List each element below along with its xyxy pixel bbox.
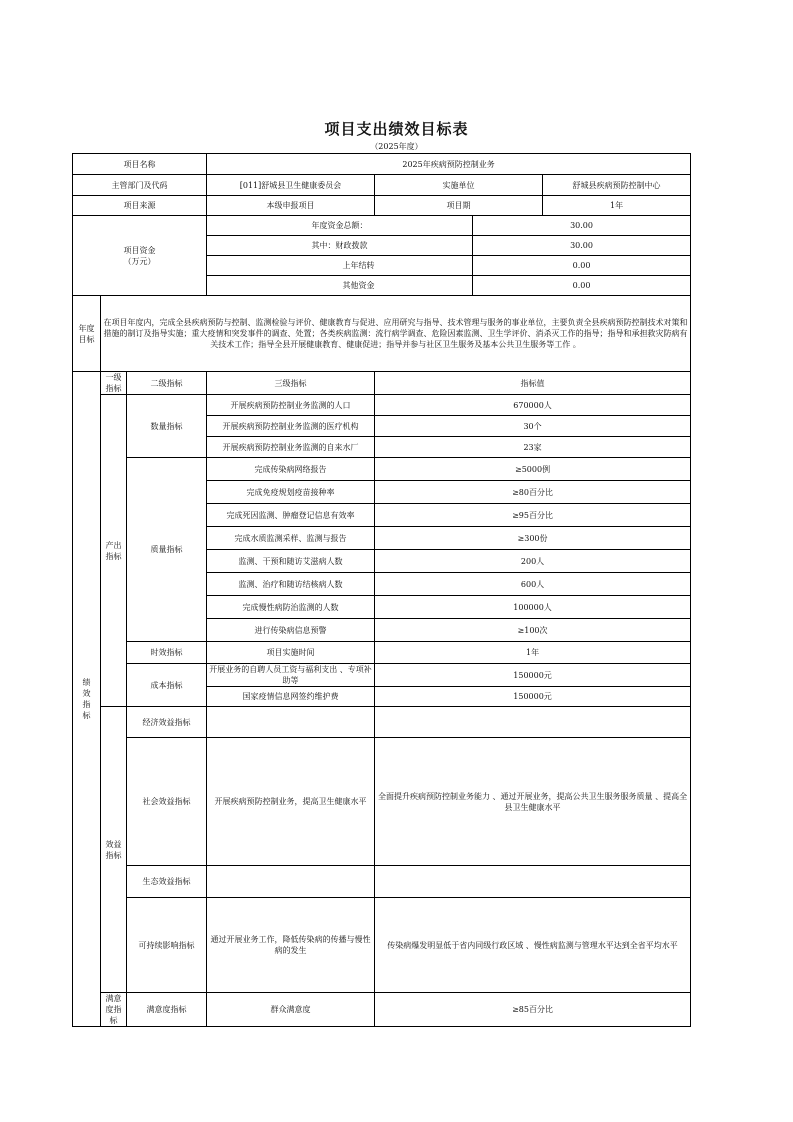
- indicator-name: 监测、干预和随访艾滋病人数: [207, 550, 375, 573]
- output-label: 产出 指标: [101, 395, 127, 707]
- indicator-value: [375, 866, 691, 898]
- indicator-value: 150000元: [375, 664, 691, 687]
- indicator-name: 监测、治疗和随访结核病人数: [207, 573, 375, 596]
- indicator-name: 开展疾病预防控制业务监测的医疗机构: [207, 416, 375, 437]
- indicator-value: 1年: [375, 642, 691, 664]
- funds-other-value: 0.00: [473, 276, 691, 296]
- indicator-value: ≥300份: [375, 527, 691, 550]
- indicator-name: 群众满意度: [207, 993, 375, 1027]
- performance-target-table: [72, 153, 691, 1027]
- table-row: [73, 866, 691, 898]
- satisfaction-label: 满意度指标: [127, 993, 207, 1027]
- header-l2: 二级指标: [127, 372, 207, 395]
- source-value: 本级申报项目: [207, 196, 375, 216]
- quality-label: 质量指标: [127, 458, 207, 642]
- indicator-value: 600人: [375, 573, 691, 596]
- annual-goal-text: 在项目年度内，完成全县疾病预防与控制、监测检验与评价、健康教育与促进、应用研究与指导、技术管理与服务的事业单位，主要负责全县疾病预防控制技术对策和措施的制订及指导实施；重大疫情和突发事件的调查、处置；各类疾病监测：流行病学调查、危险因素监测、卫生学评价、消杀灭工作的指导；指导和承担救灾防病有关技术工作；指导全县开展健康教育、健康促进；指导并参与社区卫生服务及基本公共卫生服务等工作 。: [101, 296, 691, 372]
- indicator-name: [207, 866, 375, 898]
- header-l1: 一级 指标: [101, 372, 127, 395]
- indicator-value: ≥100次: [375, 619, 691, 642]
- indicator-value: [375, 707, 691, 738]
- indicator-name: 通过开展业务工作，降低传染病的传播与慢性病的发生: [207, 898, 375, 993]
- funds-fiscal-label: 其中：财政拨款: [207, 236, 473, 256]
- indicator-name: 完成慢性病防治监测的人数: [207, 596, 375, 619]
- page-title: 项目支出绩效目标表: [324, 120, 469, 138]
- quantity-label: 数量指标: [127, 395, 207, 458]
- table-row: [73, 458, 691, 481]
- period-value: 1年: [543, 196, 691, 216]
- indicator-name: 完成传染病网络报告: [207, 458, 375, 481]
- funds-carry-label: 上年结转: [207, 256, 473, 276]
- annual-goal-row: [73, 296, 691, 372]
- satisfaction-l1-label: 满意 度指 标: [101, 993, 127, 1027]
- period-label: 项目期: [375, 196, 543, 216]
- indicator-value: ≥95百分比: [375, 504, 691, 527]
- funds-other-label: 其他资金: [207, 276, 473, 296]
- table-row: [73, 642, 691, 664]
- indicator-value: 全面提升疾病预防控制业务能力 、通过开展业务，提高公共卫生服务服务质量 、提高全县卫生健康水平: [375, 738, 691, 866]
- indicator-value: 23家: [375, 437, 691, 458]
- economic-label: 经济效益指标: [127, 707, 207, 738]
- funds-label: 项目资金 （万元）: [73, 216, 207, 296]
- table-row: [73, 664, 691, 687]
- header-value: 指标值: [375, 372, 691, 395]
- dept-value: [011]舒城县卫生健康委员会: [207, 175, 375, 196]
- indicator-name: 开展疾病预防控制业务监测的自来水厂: [207, 437, 375, 458]
- cost-label: 成本指标: [127, 664, 207, 707]
- perf-header-row: [73, 372, 691, 395]
- indicator-value: 150000元: [375, 687, 691, 707]
- indicator-value: 传染病爆发明显低于省内同级行政区域 、慢性病监测与管理水平达到全省平均水平: [375, 898, 691, 993]
- indicator-name: 完成水质监测采样、监测与报告: [207, 527, 375, 550]
- dept-label: 主管部门及代码: [73, 175, 207, 196]
- indicator-name: 完成免疫规划疫苗接种率: [207, 481, 375, 504]
- impl-value: 舒城县疾病预防控制中心: [543, 175, 691, 196]
- table-row: [73, 993, 691, 1027]
- indicator-value: ≥80百分比: [375, 481, 691, 504]
- funds-total-value: 30.00: [473, 216, 691, 236]
- social-label: 社会效益指标: [127, 738, 207, 866]
- funds-carry-value: 0.00: [473, 256, 691, 276]
- source-label: 项目来源: [73, 196, 207, 216]
- indicator-value: ≥85百分比: [375, 993, 691, 1027]
- table-row: [73, 898, 691, 993]
- project-name-label: 项目名称: [73, 154, 207, 175]
- indicator-name: 开展疾病预防控制业务监测的人口: [207, 395, 375, 416]
- funds-fiscal-value: 30.00: [473, 236, 691, 256]
- ecology-label: 生态效益指标: [127, 866, 207, 898]
- indicator-name: 完成死因监测、肿瘤登记信息有效率: [207, 504, 375, 527]
- indicator-name: 进行传染病信息预警: [207, 619, 375, 642]
- table-row: [73, 738, 691, 866]
- source-row: [73, 196, 691, 216]
- indicator-name: [207, 707, 375, 738]
- table-row: [73, 395, 691, 416]
- indicator-value: 200人: [375, 550, 691, 573]
- sustain-label: 可持续影响指标: [127, 898, 207, 993]
- indicator-value: 670000人: [375, 395, 691, 416]
- indicator-name: 开展业务的自聘人员工资与福利支出 、专项补助等: [207, 664, 375, 687]
- indicator-name: 国家疫情信息网签约维护费: [207, 687, 375, 707]
- funds-total-label: 年度资金总额：: [207, 216, 473, 236]
- perf-label: 绩 效 指 标: [73, 372, 101, 1027]
- annual-goal-label: 年度 目标: [73, 296, 101, 372]
- project-name-row: [73, 154, 691, 175]
- indicator-value: 30个: [375, 416, 691, 437]
- project-name-value: 2025年疾病预防控制业务: [207, 154, 691, 175]
- indicator-value: ≥5000例: [375, 458, 691, 481]
- impl-label: 实施单位: [375, 175, 543, 196]
- indicator-name: 开展疾病预防控制业务，提高卫生健康水平: [207, 738, 375, 866]
- header-l3: 三级指标: [207, 372, 375, 395]
- time-label: 时效指标: [127, 642, 207, 664]
- year-subtitle: （2025年度）: [370, 142, 423, 151]
- benefit-label: 效益 指标: [101, 707, 127, 993]
- indicator-name: 项目实施时间: [207, 642, 375, 664]
- table-row: [73, 707, 691, 738]
- indicator-value: 100000人: [375, 596, 691, 619]
- funds-total-row: [73, 216, 691, 236]
- dept-row: [73, 175, 691, 196]
